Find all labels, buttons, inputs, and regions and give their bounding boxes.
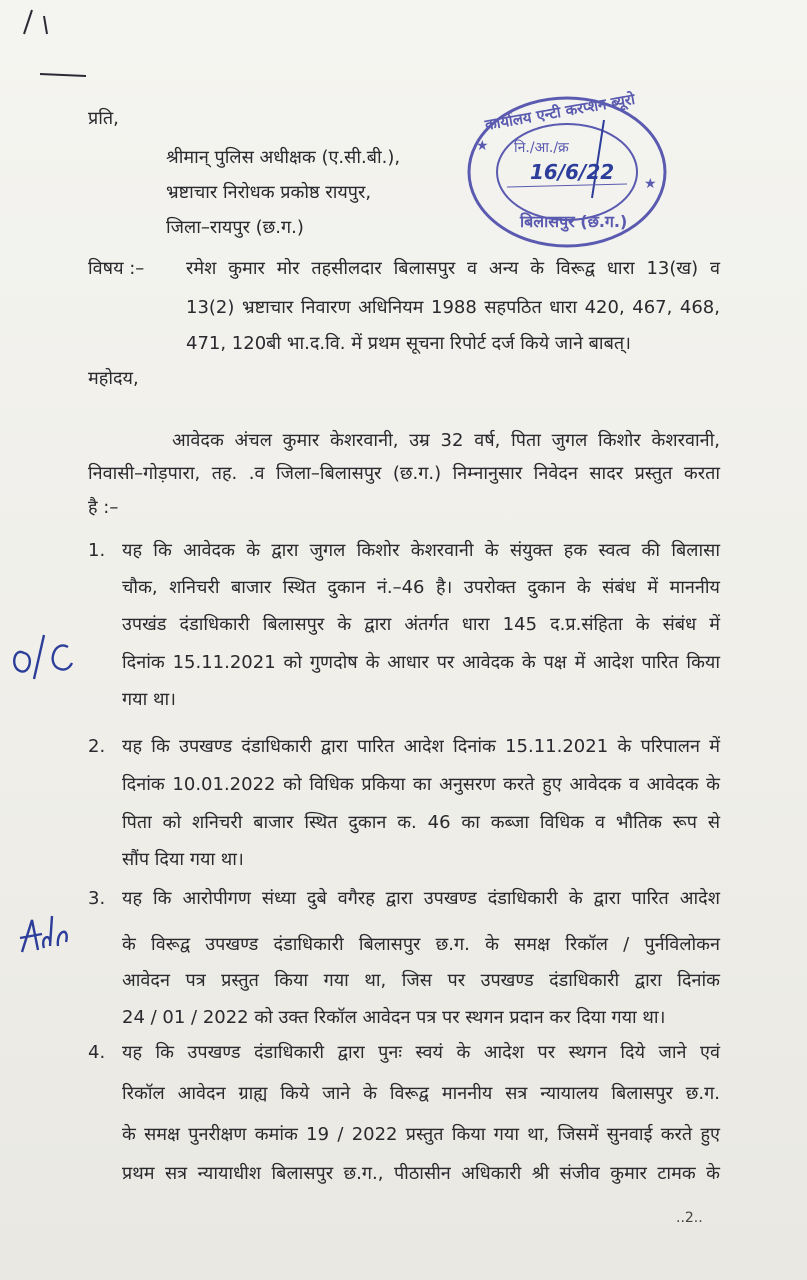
stamp-top-text: कार्यालय एन्टी करप्शन ब्यूरो xyxy=(483,89,637,135)
point-line: गया था। xyxy=(122,689,176,710)
point-line: यह कि उपखण्ड दंडाधिकारी द्वारा पारित आदेश दिनांक 15.11.2021 के परिपालन में xyxy=(122,736,720,757)
subject-label: विषय :– xyxy=(88,258,145,279)
point-line: यह कि आरोपीगण संध्या दुबे वगैरह द्वारा उपखण्ड दंडाधिकारी के द्वारा पारित आदेश xyxy=(122,888,720,909)
intro-line-3: है :– xyxy=(88,497,119,518)
subject-line-1: रमेश कुमार मोर तहसीलदार बिलासपुर व अन्य के विरूद्व धारा 13(ख) व xyxy=(186,258,720,279)
point-line: आवेदन पत्र प्रस्तुत किया गया था, जिस पर उपखण्ड दंडाधिकारी द्वारा दिनांक xyxy=(122,970,720,991)
intro-line-1: आवेदक अंचल कुमार केशरवानी, उम्र 32 वर्ष, पिता जुगल किशोर केशरवानी, xyxy=(172,430,720,451)
point-line: यह कि उपखण्ड दंडाधिकारी द्वारा पुनः स्वयं के आदेश पर स्थगन दिये जाने एवं xyxy=(122,1042,720,1063)
point-line: रिकॉल आवेदन ग्राह्य किये जाने के विरूद्व माननीय सत्र न्यायालय बिलासपुर छ.ग. xyxy=(122,1083,720,1104)
svg-text:★: ★ xyxy=(644,176,657,192)
point-number: 2. xyxy=(88,736,106,757)
stamp-date-text: 16/6/22 xyxy=(530,160,615,184)
handwritten-slash-mark xyxy=(18,4,98,84)
point-line: दिनांक 10.01.2022 को विधिक प्रकिया का अनुसरण करते हुए आवेदक व आवेदक के xyxy=(122,774,720,795)
office-stamp xyxy=(462,89,672,252)
point-line: दिनांक 15.11.2021 को गुणदोष के आधार पर आवेदक के पक्ष में आदेश पारित किया xyxy=(122,652,720,673)
point-line: उपखंड दंडाधिकारी बिलासपुर के द्वारा अंतर्गत धारा 145 द.प्र.संहिता के संबंध में xyxy=(122,614,720,635)
point-number: 1. xyxy=(88,540,106,561)
svg-text:★: ★ xyxy=(476,138,489,154)
handwritten-initials-mark xyxy=(10,900,72,964)
point-line: के समक्ष पुनरीक्षण कमांक 19 / 2022 प्रस्तुत किया गया था, जिसमें सुनवाई करते हुए xyxy=(122,1124,720,1145)
point-number: 3. xyxy=(88,888,106,909)
recipient-prati: प्रति, xyxy=(88,108,119,129)
recipient-line-3: जिला–रायपुर (छ.ग.) xyxy=(166,217,304,238)
page-continuation-mark: ..2.. xyxy=(676,1210,703,1226)
handwritten-oc-mark xyxy=(4,625,78,685)
recipient-line-2: भ्रष्टाचार निरोधक प्रकोष्ठ रायपुर, xyxy=(166,182,372,203)
stamp-bottom-text: बिलासपुर (छ.ग.) xyxy=(520,212,628,231)
point-line: 24 / 01 / 2022 को उक्त रिकॉल आवेदन पत्र पर स्थगन प्रदान कर दिया गया था। xyxy=(122,1007,666,1028)
point-line: चौक, शनिचरी बाजार स्थित दुकान नं.–46 है। उपरोक्त दुकान के संबंध में माननीय xyxy=(122,577,720,598)
stamp-ref-text: नि./आ./क्र xyxy=(514,140,569,156)
subject-line-3: 471, 120बी भा.द.वि. में प्रथम सूचना रिपोर्ट दर्ज किये जाने बाबत्। xyxy=(186,333,631,354)
point-line: यह कि आवेदक के द्वारा जुगल किशोर केशरवानी के संयुक्त हक स्वत्व की बिलासा xyxy=(122,540,720,561)
point-line: प्रथम सत्र न्यायाधीश बिलासपुर छ.ग., पीठासीन अधिकारी श्री संजीव कुमार टामक के xyxy=(122,1163,720,1184)
point-line: सौंप दिया गया था। xyxy=(122,849,244,870)
recipient-line-1: श्रीमान् पुलिस अधीक्षक (ए.सी.बी.), xyxy=(166,147,401,168)
intro-line-2: निवासी–गोड़पारा, तह. .व जिला–बिलासपुर (छ.ग.) निम्नानुसार निवेदन सादर प्रस्तुत करता xyxy=(88,463,720,484)
point-number: 4. xyxy=(88,1042,106,1063)
point-line: के विरूद्व उपखण्ड दंडाधिकारी बिलासपुर छ.ग. के समक्ष रिकॉल / पुर्नविलोकन xyxy=(122,934,720,955)
point-line: पिता को शनिचरी बाजार स्थित दुकान क. 46 का कब्जा विधिक व भौतिक रूप से xyxy=(122,812,720,833)
subject-line-2: 13(2) भ्रष्टाचार निवारण अधिनियम 1988 सहपठित धारा 420, 467, 468, xyxy=(186,297,720,318)
salutation: महोदय, xyxy=(88,368,139,389)
